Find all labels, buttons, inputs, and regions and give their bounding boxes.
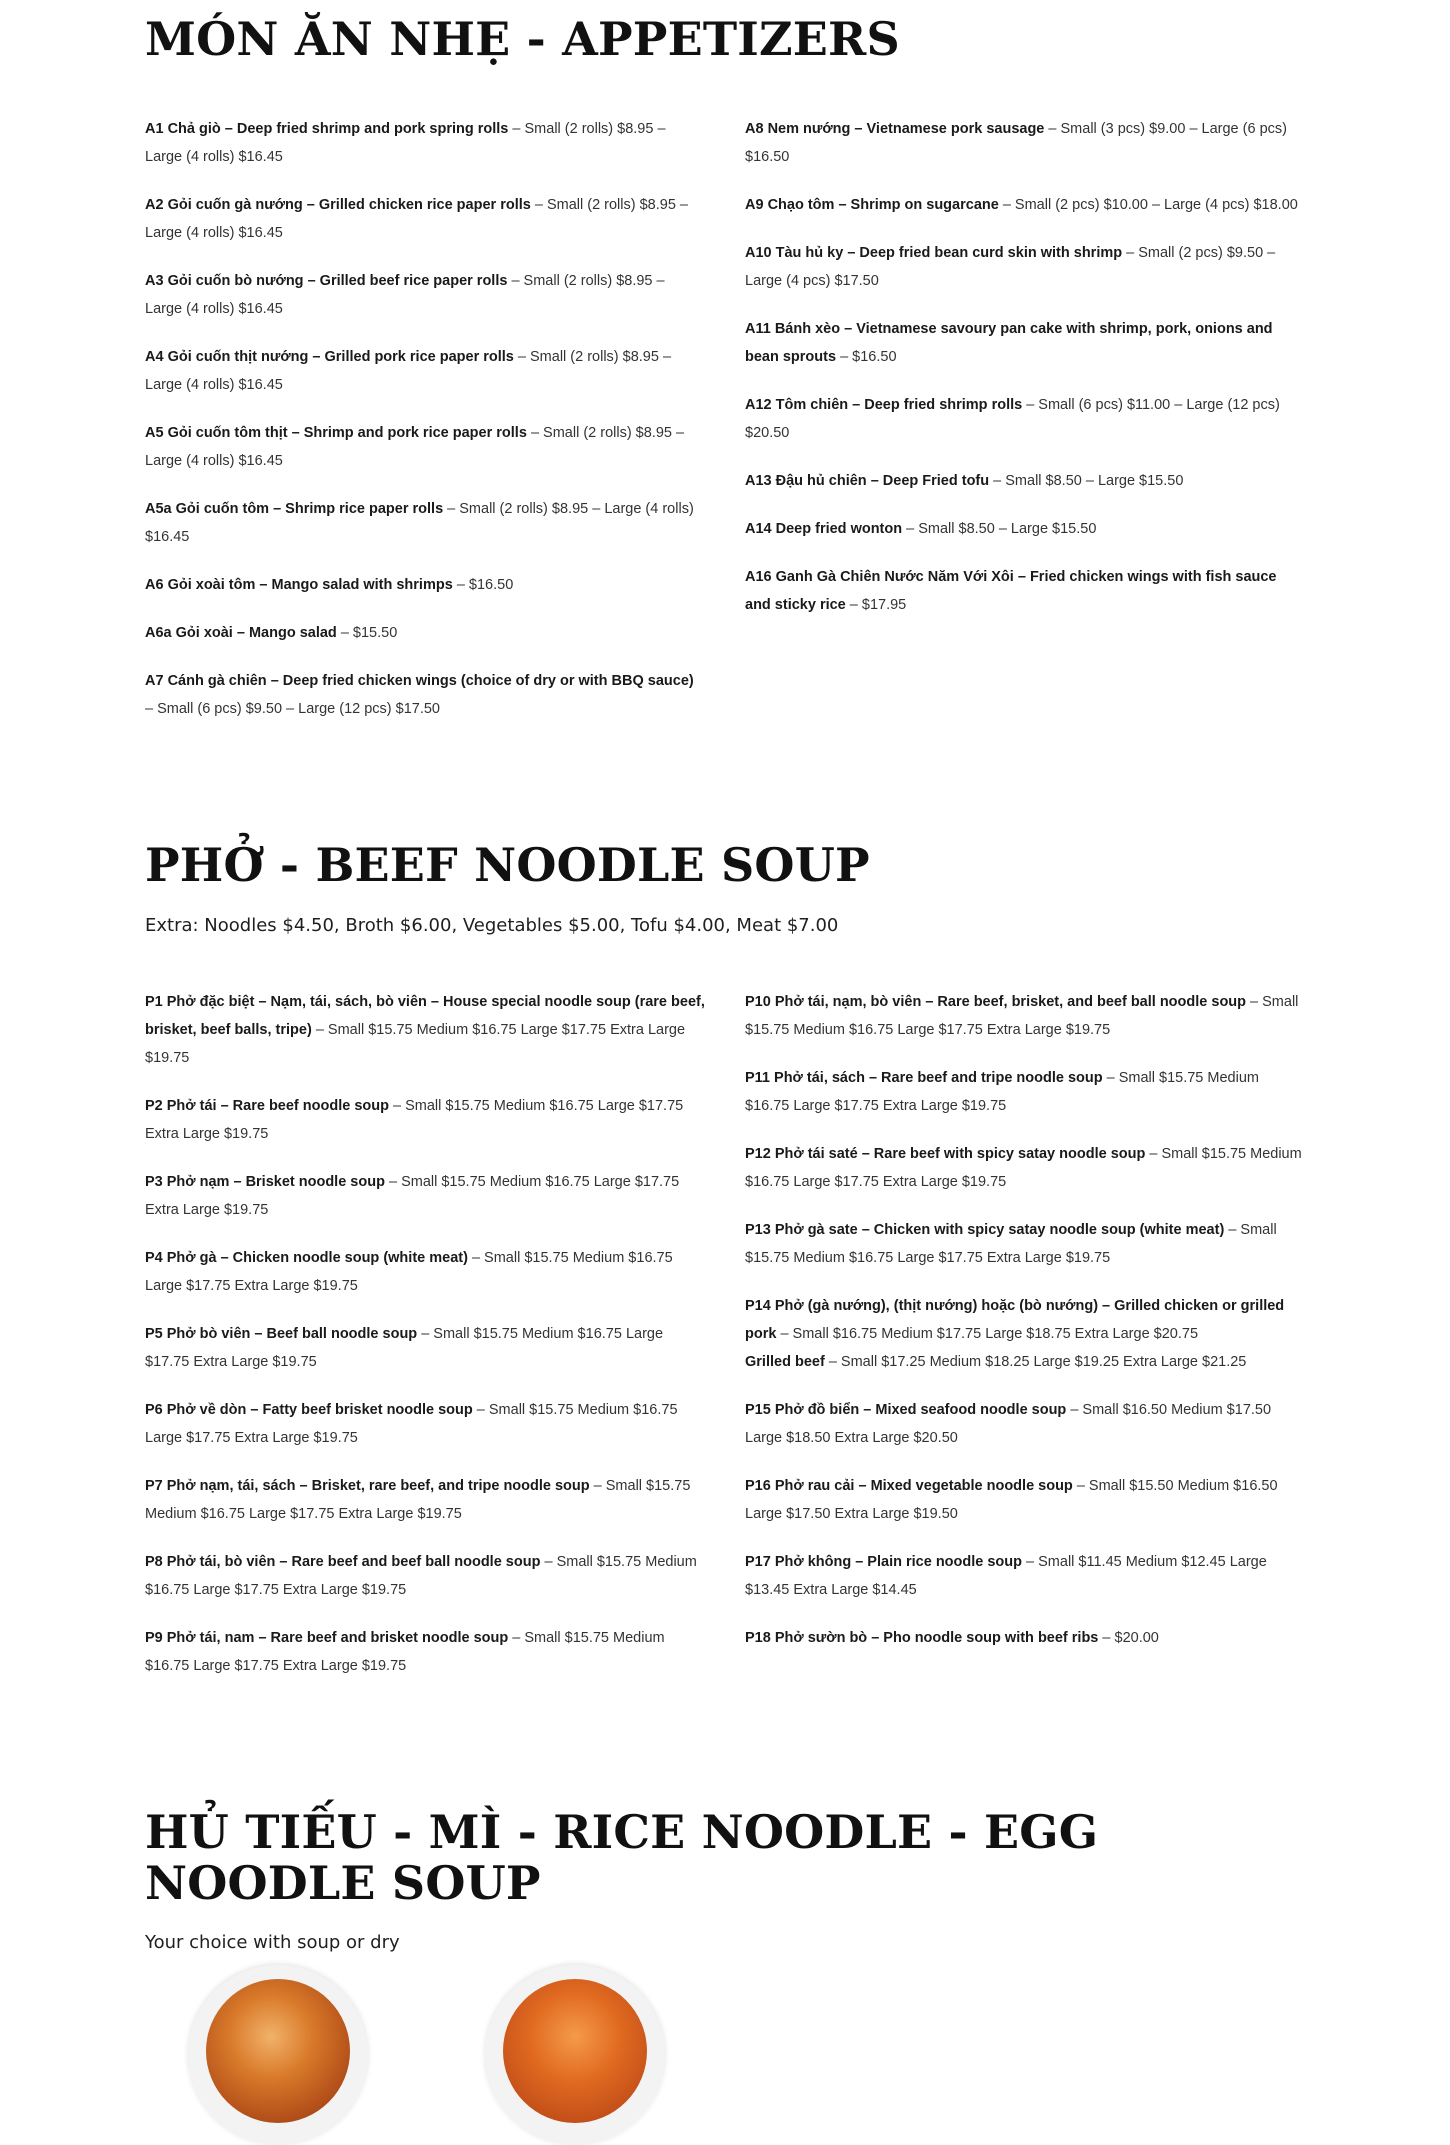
menu-item-price: – Small $15.75 Medium $16.75 Large $17.75 Extra Large $19.75: [145, 1325, 664, 1370]
menu-item-a9: [745, 191, 1305, 219]
menu-item-p5: [145, 1320, 705, 1376]
menu-item-a6: [145, 571, 705, 599]
pho-columns: [145, 988, 1305, 1700]
menu-item-name: A12 Tôm chiên – Deep fried shrimp rolls: [745, 396, 1023, 413]
menu-item-name: A6 Gỏi xoài tôm – Mango salad with shrimps: [145, 576, 453, 593]
menu-item-name: P8 Phở tái, bò viên – Rare beef and beef ball noodle soup: [145, 1553, 541, 1570]
menu-item-name: P13 Phở gà sate – Chicken with spicy satay noodle soup (white meat): [745, 1221, 1225, 1238]
menu-item-a11: [745, 315, 1305, 371]
menu-item-a12: [745, 391, 1305, 447]
menu-item-name: P7 Phở nạm, tái, sách – Brisket, rare beef, and tripe noodle soup: [145, 1477, 590, 1494]
menu-item-p14: [745, 1292, 1305, 1376]
menu-item-name: A8 Nem nướng – Vietnamese pork sausage: [745, 120, 1045, 137]
menu-item-price: – Small (2 rolls) $8.95 – Large (4 rolls) $16.45: [145, 500, 694, 545]
pho-section: [145, 840, 1305, 1700]
noodle-bowl-photo: [485, 1965, 665, 2145]
menu-item-p8: [145, 1548, 705, 1604]
menu-item-name: A13 Đậu hủ chiên – Deep Fried tofu: [745, 472, 990, 489]
menu-item-name: P2 Phở tái – Rare beef noodle soup: [145, 1097, 389, 1114]
menu-item-p15: [745, 1396, 1305, 1452]
menu-item-p2: [145, 1092, 705, 1148]
appetizers-right-column: [745, 115, 1305, 639]
menu-item-name: A2 Gỏi cuốn gà nướng – Grilled chicken rice paper rolls: [145, 196, 531, 213]
menu-item-name: A10 Tàu hủ ky – Deep fried bean curd skin with shrimp: [745, 244, 1123, 261]
noodle-bowl-photo: [188, 1965, 368, 2145]
menu-item-name: P12 Phở tái saté – Rare beef with spicy satay noodle soup: [745, 1145, 1146, 1162]
menu-item-name: P18 Phở sườn bò – Pho noodle soup with beef ribs: [745, 1629, 1099, 1646]
menu-item-a14: [745, 515, 1305, 543]
menu-item-a16: [745, 563, 1305, 619]
menu-item-name: A16 Ganh Gà Chiên Nước Năm Với Xôi – Fried chicken wings with fish sauce and sticky rice: [745, 568, 1277, 613]
menu-item-name: P10 Phở tái, nạm, bò viên – Rare beef, brisket, and beef ball noodle soup: [745, 993, 1247, 1010]
menu-item-name: P16 Phở rau cải – Mixed vegetable noodle soup: [745, 1477, 1073, 1494]
appetizers-section: [145, 14, 1305, 743]
menu-item-p7: [145, 1472, 705, 1528]
menu-item-price: – Small (6 pcs) $11.00 – Large (12 pcs) $20.50: [745, 396, 1280, 441]
menu-item-p1: [145, 988, 705, 1072]
menu-item-a4: [145, 343, 705, 399]
menu-item-a2: [145, 191, 705, 247]
menu-item-p10: [745, 988, 1305, 1044]
menu-item-price: – $16.50: [456, 576, 514, 593]
appetizers-title: MÓN ĂN NHẸ - APPETIZERS: [145, 12, 900, 66]
menu-item-price: – Small $15.75 Medium $16.75 Large $17.75 Extra Large $19.75: [145, 1401, 678, 1446]
menu-item-a5a: [145, 495, 705, 551]
menu-item-name: P6 Phở về dòn – Fatty beef brisket noodle soup: [145, 1401, 473, 1418]
menu-item-p4: [145, 1244, 705, 1300]
menu-item-name: A3 Gỏi cuốn bò nướng – Grilled beef rice paper rolls: [145, 272, 508, 289]
hutieu-subtitle: Your choice with soup or dry: [145, 1932, 400, 1954]
menu-item-name: P9 Phở tái, nam – Rare beef and brisket noodle soup: [145, 1629, 509, 1646]
pho-left-column: [145, 988, 705, 1700]
menu-item-name: Grilled beef: [745, 1353, 825, 1370]
menu-item-name: P15 Phở đồ biển – Mixed seafood noodle soup: [745, 1401, 1067, 1418]
soup-image: [206, 1979, 350, 2123]
menu-item-name: A11 Bánh xèo – Vietnamese savoury pan cake with shrimp, pork, onions and bean sprouts: [745, 320, 1273, 365]
dish-photos: [180, 1965, 780, 2008]
menu-item-p17: [745, 1548, 1305, 1604]
menu-item-price: – $16.50: [840, 348, 897, 365]
menu-item-name: A1 Chả giò – Deep fried shrimp and pork spring rolls: [145, 120, 509, 137]
menu-item-p13: [745, 1216, 1305, 1272]
hutieu-title: HỦ TIẾU - MÌ - RICE NOODLE - EGG NOODLE SOUP: [145, 1805, 1099, 1910]
menu-item-name: A14 Deep fried wonton: [745, 520, 903, 537]
menu-item-price: – $20.00: [1102, 1629, 1159, 1646]
menu-item-subline: [745, 1348, 1305, 1376]
menu-item-name: A5a Gỏi cuốn tôm – Shrimp rice paper rolls: [145, 500, 444, 517]
menu-item-price: – Small $15.75 Medium $16.75 Large $17.75 Extra Large $19.75: [745, 1069, 1259, 1114]
menu-item-a3: [145, 267, 705, 323]
menu-item-name: P3 Phở nạm – Brisket noodle soup: [145, 1173, 385, 1190]
menu-item-name: A6a Gỏi xoài – Mango salad: [145, 624, 337, 641]
menu-item-price: – Small $15.75 Medium $16.75 Large $17.75 Extra Large $19.75: [145, 1553, 697, 1598]
menu-item-price: – Small $16.75 Medium $17.75 Large $18.75 Extra Large $20.75: [780, 1325, 1199, 1342]
menu-item-price: – Small $17.25 Medium $18.25 Large $19.25 Extra Large $21.25: [828, 1353, 1247, 1370]
menu-item-price: – Small $8.50 – Large $15.50: [993, 472, 1184, 489]
menu-item-a7: [145, 667, 705, 723]
menu-item-a1: [145, 115, 705, 171]
menu-item-p6: [145, 1396, 705, 1452]
menu-item-name: A5 Gỏi cuốn tôm thịt – Shrimp and pork rice paper rolls: [145, 424, 527, 441]
menu-item-price: – $17.95: [849, 596, 907, 613]
menu-item-name: P1 Phở đặc biệt – Nạm, tái, sách, bò viên – House special noodle soup (rare beef, brisket, beef balls, tripe): [145, 993, 705, 1038]
menu-item-p18: [745, 1624, 1305, 1652]
menu-item-price: – Small (2 rolls) $8.95 – Large (4 rolls) $16.45: [145, 120, 666, 165]
menu-item-p3: [145, 1168, 705, 1224]
menu-item-a13: [745, 467, 1305, 495]
menu-item-price: – Small $15.75 Medium $16.75 Large $17.75 Extra Large $19.75: [145, 1173, 680, 1218]
menu-item-price: – Small (2 pcs) $9.50 – Large (4 pcs) $17.50: [745, 244, 1276, 289]
menu-item-price: – Small $16.50 Medium $17.50 Large $18.50 Extra Large $20.50: [745, 1401, 1272, 1446]
menu-item-name: P11 Phở tái, sách – Rare beef and tripe noodle soup: [745, 1069, 1103, 1086]
menu-item-p16: [745, 1472, 1305, 1528]
menu-item-name: P17 Phở không – Plain rice noodle soup: [745, 1553, 1023, 1570]
appetizers-left-column: [145, 115, 705, 743]
menu-item-name: A9 Chạo tôm – Shrimp on sugarcane: [745, 196, 999, 213]
menu-item-name: P5 Phở bò viên – Beef ball noodle soup: [145, 1325, 418, 1342]
menu-item-price: – Small $15.75 Medium $16.75 Large $17.75 Extra Large $19.75: [745, 1145, 1302, 1190]
menu-item-p9: [145, 1624, 705, 1680]
menu-item-a6a: [145, 619, 705, 647]
menu-item-price: – Small $15.75 Medium $16.75 Large $17.75 Extra Large $19.75: [745, 1221, 1277, 1266]
menu-item-price: – Small $15.75 Medium $16.75 Large $17.75 Extra Large $19.75: [145, 1629, 665, 1674]
menu-item-a8: [745, 115, 1305, 171]
pho-right-column: [745, 988, 1305, 1672]
menu-item-price: – Small (3 pcs) $9.00 – Large (6 pcs) $16.50: [745, 120, 1287, 165]
menu-item-price: – Small $15.75 Medium $16.75 Large $17.75 Extra Large $19.75: [145, 1249, 673, 1294]
menu-item-price: – Small $15.75 Medium $16.75 Large $17.75 Extra Large $19.75: [145, 1097, 684, 1142]
soup-image: [503, 1979, 647, 2123]
pho-extras: Extra: Noodles $4.50, Broth $6.00, Vegetables $5.00, Tofu $4.00, Meat $7.00: [145, 914, 839, 936]
menu-item-name: A7 Cánh gà chiên – Deep fried chicken wings (choice of dry or with BBQ sauce): [145, 672, 694, 689]
menu-item-price: – Small $15.75 Medium $16.75 Large $17.75 Extra Large $19.75: [145, 1477, 691, 1522]
menu-item-price: – Small (6 pcs) $9.50 – Large (12 pcs) $17.50: [145, 700, 440, 717]
menu-item-name: A4 Gỏi cuốn thịt nướng – Grilled pork rice paper rolls: [145, 348, 514, 365]
menu-item-price: – Small $15.75 Medium $16.75 Large $17.75 Extra Large $19.75: [145, 1021, 686, 1066]
menu-item-a10: [745, 239, 1305, 295]
menu-item-name: P14 Phở (gà nướng), (thịt nướng) hoặc (bò nướng) – Grilled chicken or grilled pork: [745, 1297, 1285, 1342]
menu-item-price: – Small $15.75 Medium $16.75 Large $17.75 Extra Large $19.75: [745, 993, 1299, 1038]
menu-item-price: – Small (2 pcs) $10.00 – Large (4 pcs) $18.00: [1002, 196, 1298, 213]
menu-item-p12: [745, 1140, 1305, 1196]
menu-item-price: – Small (2 rolls) $8.95 – Large (4 rolls) $16.45: [145, 424, 685, 469]
menu-item-name: P4 Phở gà – Chicken noodle soup (white meat): [145, 1249, 468, 1266]
appetizers-columns: [145, 115, 1305, 743]
hutieu-section: [145, 1807, 1305, 1955]
menu-item-price: – Small (2 rolls) $8.95 – Large (4 rolls) $16.45: [145, 348, 672, 393]
menu-item-price: – Small $11.45 Medium $12.45 Large $13.45 Extra Large $14.45: [745, 1553, 1267, 1598]
menu-item-a5: [145, 419, 705, 475]
menu-item-price: – Small (2 rolls) $8.95 – Large (4 rolls) $16.45: [145, 196, 688, 241]
pho-title: PHỞ - BEEF NOODLE SOUP: [145, 838, 870, 892]
menu-item-p11: [745, 1064, 1305, 1120]
menu-item-price: – Small $8.50 – Large $15.50: [906, 520, 1097, 537]
menu-item-price: – Small (2 rolls) $8.95 – Large (4 rolls) $16.45: [145, 272, 665, 317]
menu-item-price: – $15.50: [340, 624, 398, 641]
menu-item-price: – Small $15.50 Medium $16.50 Large $17.50 Extra Large $19.50: [745, 1477, 1278, 1522]
